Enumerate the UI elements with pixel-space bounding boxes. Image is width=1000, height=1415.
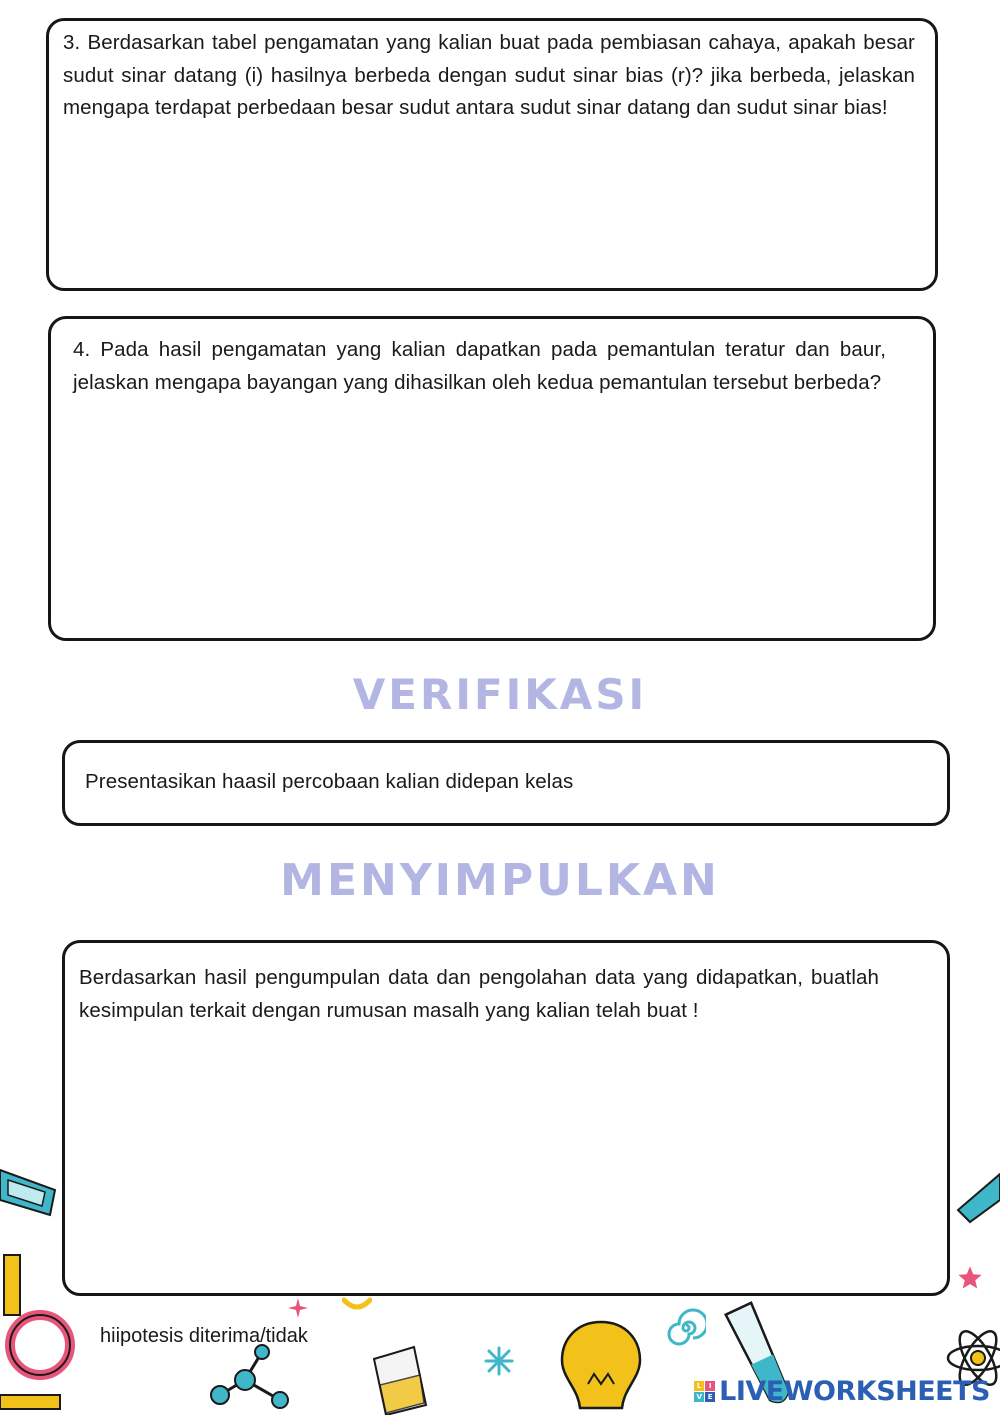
sparkle-icon bbox=[484, 1346, 514, 1376]
star-icon bbox=[956, 1264, 984, 1292]
brand-badge bbox=[694, 1381, 715, 1402]
menyimpulkan-instruction: Berdasarkan hasil pengumpulan data dan pengolahan data yang didapatkan, buatlah kesimpulan terkait dengan rumusan masalh yang kalian telah buat ! bbox=[79, 966, 879, 1022]
beaker-icon bbox=[370, 1345, 430, 1415]
badge-letter: E bbox=[705, 1392, 715, 1402]
badge-letter: V bbox=[694, 1392, 704, 1402]
menyimpulkan-heading: MENYIMPULKAN bbox=[280, 855, 720, 906]
answer-4-input[interactable] bbox=[72, 440, 916, 624]
sparkle-icon bbox=[288, 1298, 308, 1318]
sparkle-icon bbox=[342, 1296, 372, 1314]
liveworksheets-logo[interactable] bbox=[694, 1374, 990, 1408]
brand-wordmark: LIVEWORKSHEETS bbox=[719, 1375, 990, 1407]
spiral-icon bbox=[666, 1308, 706, 1348]
badge-letter: I bbox=[705, 1381, 715, 1391]
goggles-icon bbox=[0, 1160, 70, 1230]
hypothesis-label: hiipotesis diterima/tidak bbox=[100, 1325, 308, 1347]
verifikasi-instruction: Presentasikan haasil percobaan kalian didepan kelas bbox=[85, 770, 574, 793]
conclusion-input[interactable] bbox=[80, 1070, 934, 1279]
verifikasi-heading: VERIFIKASI bbox=[352, 670, 648, 719]
test-tube-icon bbox=[948, 1170, 1000, 1240]
molecule-icon bbox=[200, 1340, 290, 1415]
badge-letter: L bbox=[694, 1381, 704, 1391]
question-3-text: 3. Berdasarkan tabel pengamatan yang kalian buat pada pembiasan cahaya, apakah besar sudut sinar datang (i) hasilnya berbeda dengan sudut sinar bias (r)? jika berbeda, jelaskan mengapa terdapat perbedaan besar sudut antara sudut sinar datang dan sudut sinar bias! bbox=[63, 31, 915, 119]
question-4-text: 4. Pada hasil pengamatan yang kalian dapatkan pada pemantulan teratur dan baur, jelaskan mengapa bayangan yang dihasilkan oleh kedua pemantulan tersebut berbeda? bbox=[73, 338, 886, 394]
answer-3-input[interactable] bbox=[64, 160, 918, 279]
lightbulb-icon bbox=[556, 1318, 646, 1415]
